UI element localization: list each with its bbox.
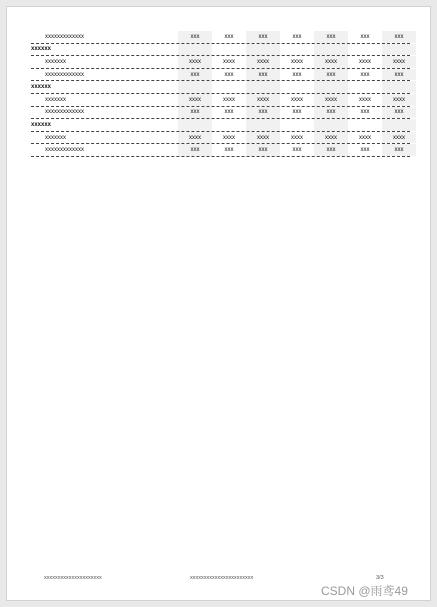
table-cell: xxxx bbox=[314, 56, 348, 68]
table-cell: xxxx bbox=[246, 94, 280, 106]
table-cell: xxxx bbox=[178, 56, 212, 68]
table-row bbox=[31, 94, 410, 107]
table-cell: xxxx bbox=[291, 58, 303, 65]
table-cell: xxx bbox=[314, 144, 348, 156]
column-shade bbox=[178, 119, 212, 131]
table-cell: xxx bbox=[292, 147, 302, 154]
table-cell: xxx bbox=[178, 69, 212, 81]
table-cell: xxx bbox=[246, 69, 280, 81]
table-row bbox=[31, 69, 410, 82]
table-cell: xxx bbox=[382, 31, 416, 43]
table-cell: xxxx bbox=[359, 134, 371, 141]
table-cell: xxx bbox=[360, 109, 370, 116]
table-cell: xxxx bbox=[223, 96, 235, 103]
page-number: 3/3 bbox=[376, 575, 384, 581]
table-section-header bbox=[31, 119, 410, 132]
table-cell: xxx bbox=[382, 69, 416, 81]
table-cell: xxx bbox=[360, 147, 370, 154]
data-table bbox=[31, 31, 410, 157]
table-cell: xxx bbox=[224, 147, 234, 154]
section-label: xxxxxx bbox=[31, 121, 52, 128]
column-shade bbox=[246, 44, 280, 56]
column-shade bbox=[178, 44, 212, 56]
table-row bbox=[31, 132, 410, 145]
column-shade bbox=[314, 44, 348, 56]
table-row bbox=[31, 31, 410, 44]
table-cell: xxx bbox=[360, 33, 370, 40]
table-cell: xxx bbox=[246, 144, 280, 156]
table-cell: xxx bbox=[178, 144, 212, 156]
table-row bbox=[31, 107, 410, 120]
table-cell: xxx bbox=[314, 69, 348, 81]
column-shade bbox=[314, 81, 348, 93]
table-cell: xxxx bbox=[223, 134, 235, 141]
column-shade bbox=[246, 119, 280, 131]
table-cell: xxx bbox=[178, 31, 212, 43]
footer-left-text: xxxxxxxxxxxxxxxxxxxxx bbox=[44, 575, 102, 581]
table-row bbox=[31, 56, 410, 69]
column-shade bbox=[382, 44, 416, 56]
row-label: xxxxxxx bbox=[45, 96, 66, 103]
table-cell: xxxx bbox=[178, 132, 212, 144]
table-cell: xxx bbox=[382, 107, 416, 119]
table-cell: xxxx bbox=[291, 134, 303, 141]
table-cell: xxx bbox=[246, 31, 280, 43]
table-cell: xxxx bbox=[246, 56, 280, 68]
table-cell: xxxx bbox=[178, 94, 212, 106]
column-shade bbox=[246, 81, 280, 93]
table-cell: xxx bbox=[382, 144, 416, 156]
column-shade bbox=[382, 119, 416, 131]
table-cell: xxx bbox=[292, 71, 302, 78]
row-label: xxxxxxxxxxxxx bbox=[45, 147, 84, 154]
table-cell: xxx bbox=[246, 107, 280, 119]
table-section-header bbox=[31, 44, 410, 57]
table-cell: xxx bbox=[178, 107, 212, 119]
column-shade bbox=[178, 81, 212, 93]
table-cell: xxxx bbox=[314, 132, 348, 144]
footer-middle-text: xxxxxxxxxxxxxxxxxxxxxxx bbox=[190, 575, 254, 581]
table-cell: xxxx bbox=[382, 132, 416, 144]
table-cell: xxx bbox=[224, 71, 234, 78]
row-label: xxxxxxxxxxxxx bbox=[45, 109, 84, 116]
document-page bbox=[6, 6, 431, 601]
table-cell: xxxx bbox=[359, 58, 371, 65]
table-cell: xxx bbox=[314, 107, 348, 119]
row-label: xxxxxxx bbox=[45, 134, 66, 141]
row-label: xxxxxxxxxxxxx bbox=[45, 71, 84, 78]
table-cell: xxx bbox=[224, 33, 234, 40]
table-cell: xxx bbox=[360, 71, 370, 78]
table-cell: xxxx bbox=[382, 94, 416, 106]
section-label: xxxxxx bbox=[31, 46, 52, 53]
section-label: xxxxxx bbox=[31, 84, 52, 91]
column-shade bbox=[314, 119, 348, 131]
watermark: CSDN @雨鸢49 bbox=[321, 584, 408, 598]
table-cell: xxxx bbox=[314, 94, 348, 106]
table-cell: xxx bbox=[314, 31, 348, 43]
column-shade bbox=[382, 81, 416, 93]
table-cell: xxxx bbox=[382, 56, 416, 68]
table-cell: xxx bbox=[224, 109, 234, 116]
table-cell: xxx bbox=[292, 33, 302, 40]
table-section-header bbox=[31, 81, 410, 94]
table-cell: xxx bbox=[292, 109, 302, 116]
table-cell: xxxx bbox=[223, 58, 235, 65]
table-row bbox=[31, 144, 410, 157]
row-label: xxxxxxx bbox=[45, 58, 66, 65]
row-label: xxxxxxxxxxxxx bbox=[45, 33, 84, 40]
table-cell: xxxx bbox=[359, 96, 371, 103]
table-cell: xxxx bbox=[246, 132, 280, 144]
table-cell: xxxx bbox=[291, 96, 303, 103]
